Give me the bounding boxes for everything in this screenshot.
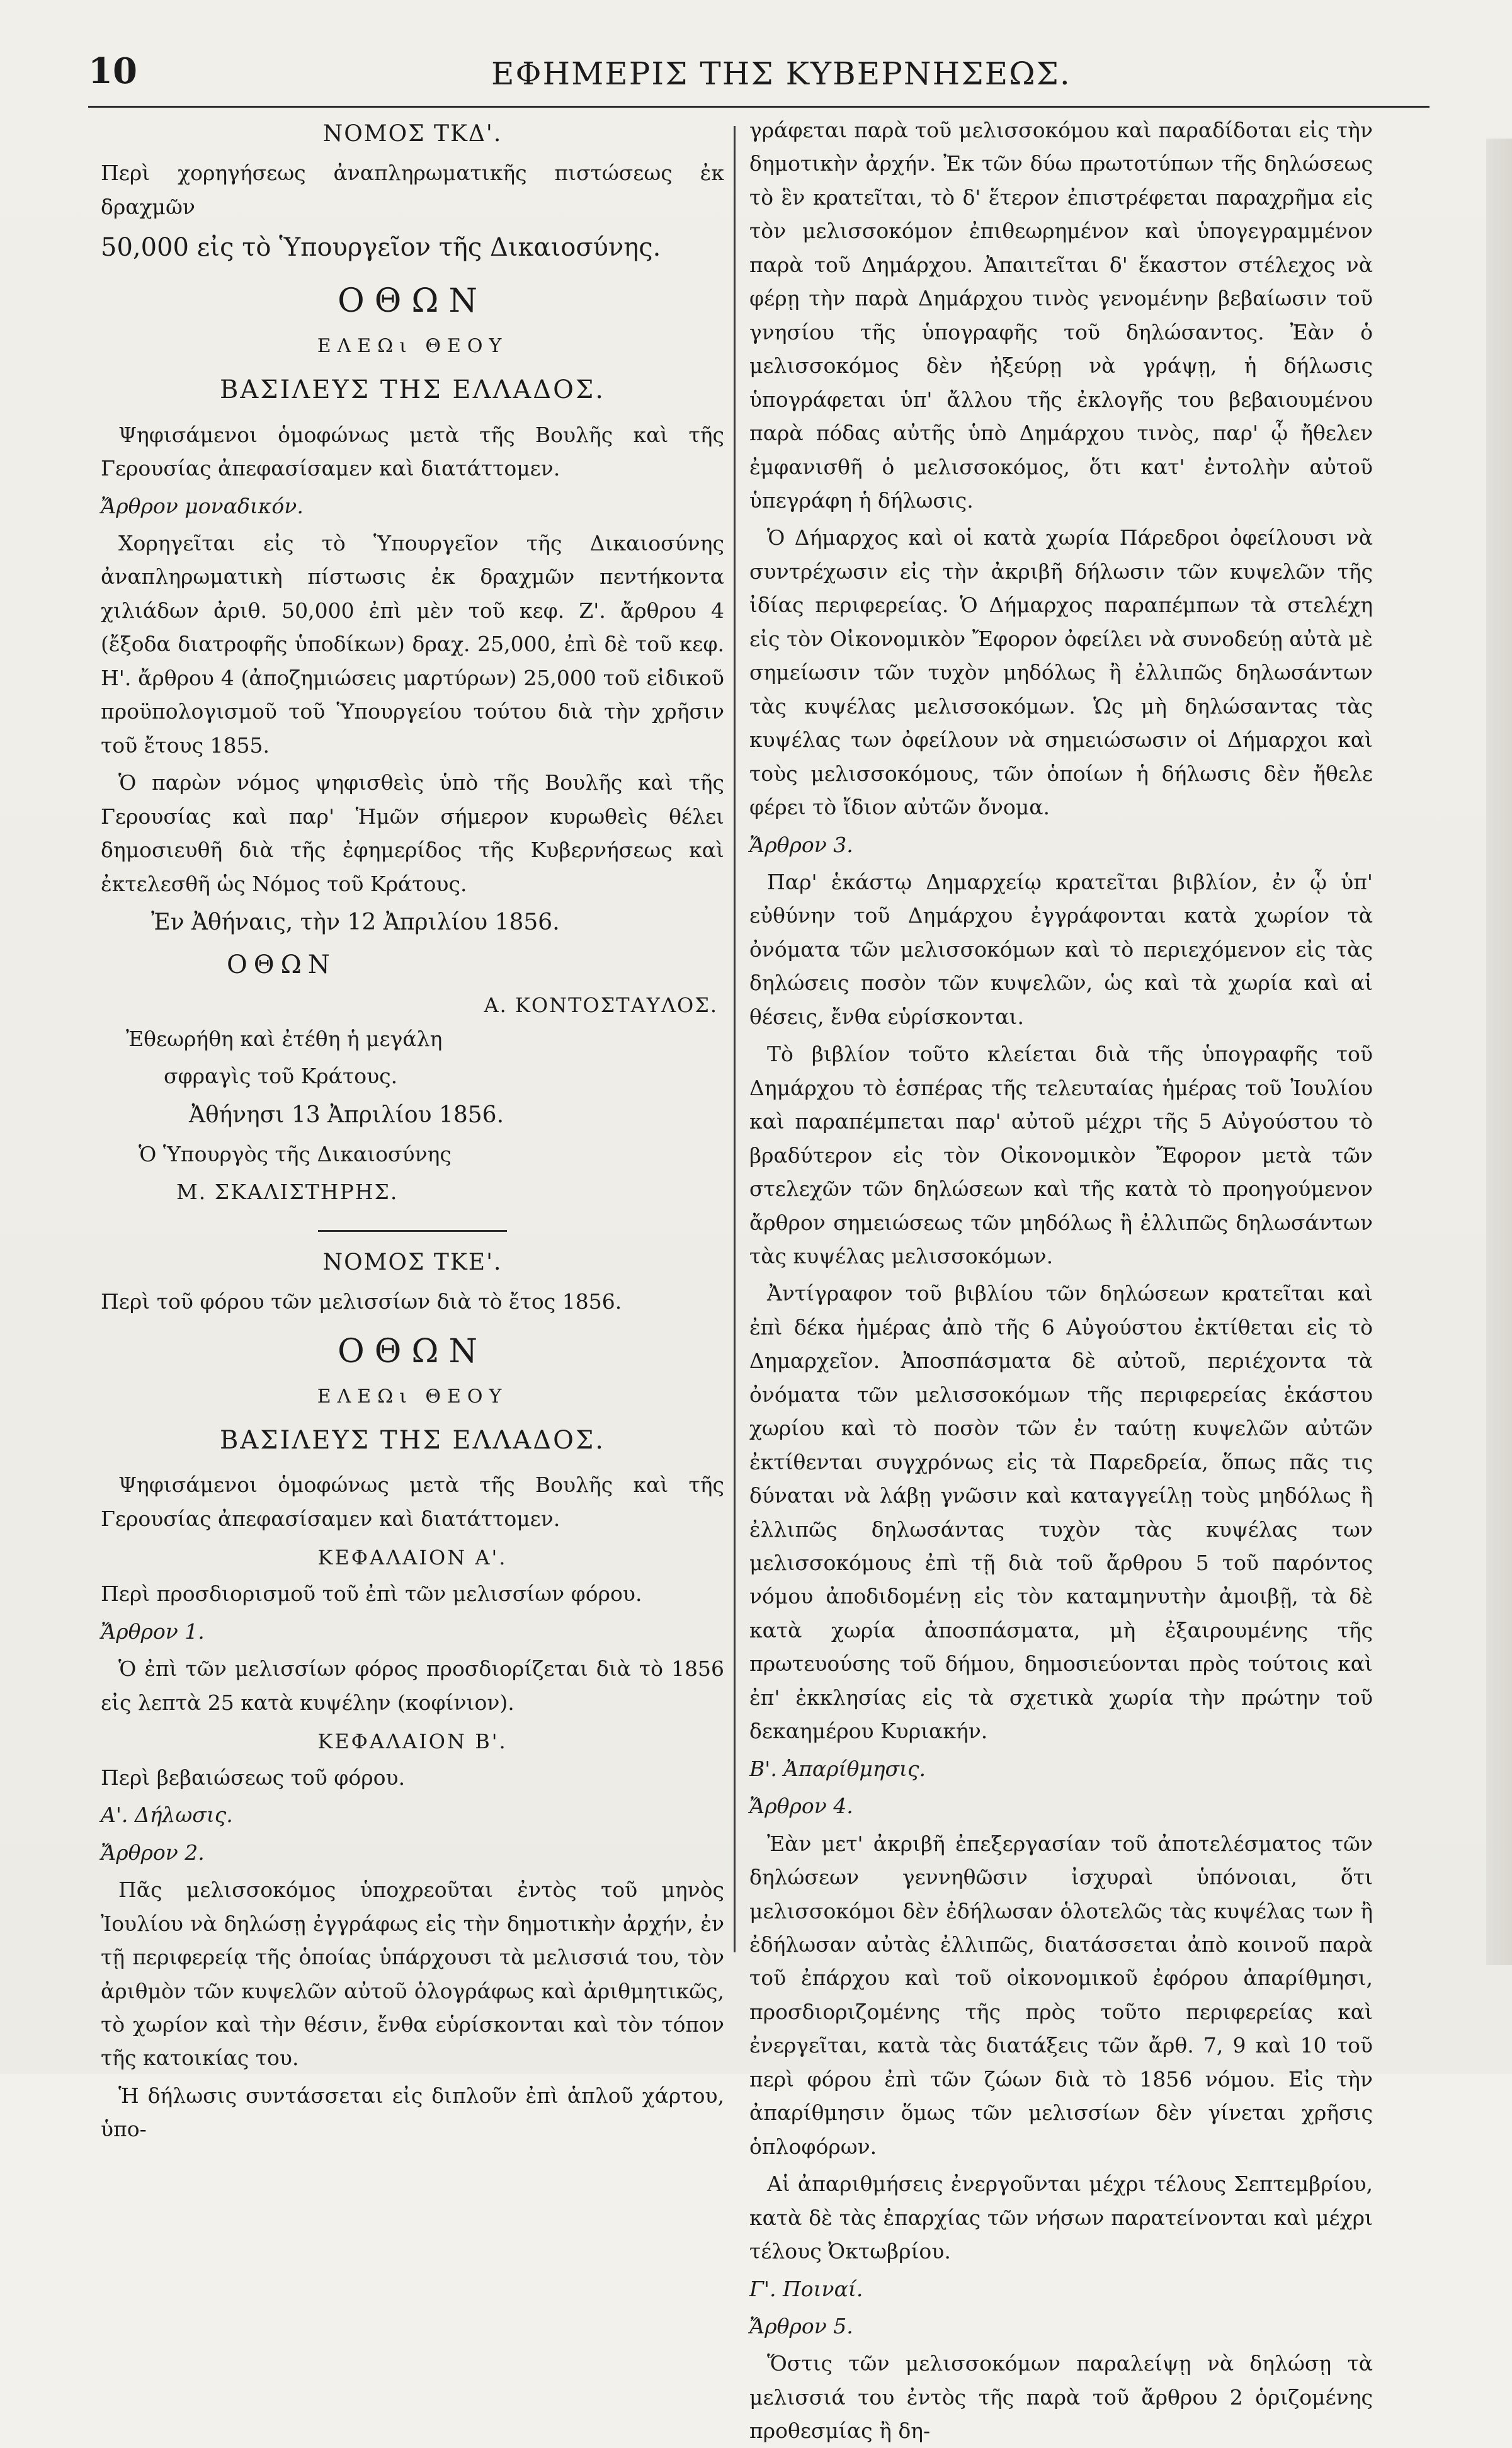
article-heading: Ἄρθρον 1. xyxy=(101,1619,205,1644)
chapter-heading: ΚΕΦΑΛΑΙΟΝ Β'. xyxy=(317,1729,508,1753)
article-heading: Ἄρθρον 5. xyxy=(749,2314,853,2338)
column-divider xyxy=(734,126,736,1952)
article-body: Παρ' ἑκάστῳ Δημαρχείῳ κρατεῖται βιβλίον, ἐν ᾧ ὑπ' εὐθύνην τοῦ Δημάρχου ἐγγράφονται κατὰ χωρίον τὰ ὀνόματα τῶν μελισσοκόμων καὶ τὸ περιεχόμενον εἰς τὰς δηλώσεις ποσὸν τῶν κυψελῶν, ὡς καὶ τὰ χωρία καὶ αἱ θέσεις, ἔνθα εὑρίσκονται. xyxy=(749,869,1373,1029)
page-header xyxy=(88,50,1423,107)
article-body: Τὸ βιβλίον τοῦτο κλείεται διὰ τῆς ὑπογραφῆς τοῦ Δημάρχου τὸ ἑσπέρας τῆς τελευταίας ἡμέρας τοῦ Ἰουλίου καὶ παραπέμπεται παρ' αὐτοῦ μέχρι τῆς 5 Αὐγούστου τὸ βραδύτερον εἰς τὸν Οἰκονομικὸν Ἔφορον μετὰ τῶν στελεχῶν τῶν δηλώσεων καὶ τῆς κατὰ τὸ προηγούμενον ἄρθρον σημειώσεως τῶν μηδόλως ἢ ἐλλιπῶς δηλωσάντων τὰς κυψέλας μελισσοκόμων. xyxy=(749,1042,1373,1268)
page-title: ΕΦΗΜΕΡΙΣ ΤΗΣ ΚΥΒΕΡΝΗΣΕΩΣ. xyxy=(491,55,1071,92)
law-title: ΝΟΜΟΣ ΤΚΕ'. xyxy=(322,1250,503,1276)
article-body: Ὁ παρὼν νόμος ψηφισθεὶς ὑπὸ τῆς Βουλῆς καὶ τῆς Γερουσίας καὶ παρ' Ἡμῶν σήμερον κυρωθεὶς θέλει δημοσιευθῆ διὰ τῆς ἐφημερίδος τῆς Κυβερνήσεως καὶ ἐκτελεσθῆ ὡς Νόμος τοῦ Κράτους. xyxy=(101,770,724,896)
preamble: Ψηφισάμενοι ὁμοφώνως μετὰ τῆς Βουλῆς καὶ τῆς Γερουσίας ἀπεφασίσαμεν καὶ διατάττομεν. xyxy=(101,1472,724,1531)
section-heading: Β'. Ἀπαρίθμησις. xyxy=(749,1756,926,1781)
article-body: Ἐὰν μετ' ἀκριβῆ ἐπεξεργασίαν τοῦ ἀποτελέσματος τῶν δηλώσεων γεννηθῶσιν ἰσχυραὶ ὑπόνοιαι, ὅτι μελισσοκόμοι δὲν ἐδήλωσαν ὁλοτελῶς τὰς κυψέλας των ἢ ἐδήλωσαν αὐτὰς ἐλλιπῶς, διατάσσεται ἀπὸ κοινοῦ παρὰ τοῦ ἐπάρχου καὶ τοῦ οἰκονομικοῦ ἐφόρου ἀπαρίθμησι, προσδιοριζομένης τῆς πρὸς τοῦτο περιφερείας καὶ ἐνεργεῖται, κατὰ τὰς διατάξεις τῶν ἄρθ. 7, 9 καὶ 10 τοῦ περὶ φόρου ἐπὶ τῶν ζώων διὰ τὸ 1856 νόμου. Εἰς τὴν ἀπαρίθμησιν ὅμως τῶν μελισσίων δὲν γίνεται χρῆσις ὁπλοφόρων. xyxy=(749,1831,1373,2159)
article-body: Ὁ ἐπὶ τῶν μελισσίων φόρος προσδιορίζεται διὰ τὸ 1856 εἰς λεπτὰ 25 κατὰ κυψέλην (κοφίνιον). xyxy=(101,1656,724,1715)
article-body: Ἀντίγραφον τοῦ βιβλίου τῶν δηλώσεων κρατεῖται καὶ ἐπὶ δέκα ἡμέρας ἀπὸ τῆς 6 Αὐγούστου ἐκτίθεται εἰς τὸ Δημαρχεῖον. Ἀποσπάσματα δὲ αὐτοῦ, περιέχοντα τὰ ὀνόματα τῶν μελισσοκόμων τῆς περιφερείας ἑκάστου χωρίου καὶ τὸ ποσὸν τῶν ἐν ταύτῃ κυψελῶν αὐτῶν ἐκτίθενται συγχρόνως εἰς τὰ Παρεδρεία, ὅπως πᾶς τις δύναται νὰ λάβῃ γνῶσιν καὶ καταγγείλῃ τοὺς μηδόλως ἢ ἐλλιπῶς δηλωσάντας τυχὸν τὰς κυψέλας των μελισσοκόμους ἐπὶ τῇ διὰ τοῦ ἄρθρου 5 τοῦ παρόντος νόμου ἀποδιδομένῃ εἰς τὸν καταμηνυτὴν ἀμοιβῇ, τὰ δὲ κατὰ χωρία ἀποσπάσματα, μὴ ἐξαιρουμένης τῆς πρωτευούσης τοῦ δήμου, δημοσιεύονται πρὸς τούτοις καὶ ἐπ' ἐκκλησίας εἰς τὰ σχετικὰ χωρία τὴν πρώτην τοῦ δεκαημέρου Κυριακήν. xyxy=(749,1281,1373,1744)
seal-note: Ἐθεωρήθη καὶ ἐτέθη ἡ μεγάλη xyxy=(126,1026,443,1051)
right-column xyxy=(749,113,1373,2444)
minister-role: Ὁ Ὑπουργὸς τῆς Δικαιοσύνης xyxy=(139,1142,452,1167)
article-heading: Ἄρθρον 2. xyxy=(101,1840,205,1865)
law-subject: Περὶ τοῦ φόρου τῶν μελισσίων διὰ τὸ ἔτος 1856. xyxy=(101,1289,622,1314)
king-name: ΟΘΩΝ xyxy=(338,282,487,321)
article-heading: Ἄρθρον 3. xyxy=(749,832,853,857)
header-rule xyxy=(88,106,1430,108)
article-body: Πᾶς μελισσοκόμος ὑποχρεοῦται ἐντὸς τοῦ μηνὸς Ἰουλίου νὰ δηλώσῃ ἐγγράφως εἰς τὴν δημοτικὴν ἀρχήν, ἐν τῇ περιφερείᾳ τῆς ὁποίας ὑπάρχουσι τὰ μελισσιά του, τὸν ἀριθμὸν τῶν κυψελῶν αὐτοῦ ὁλογράφως καὶ ἀριθμητικῶς, τὸ χωρίον καὶ τὴν θέσιν, ἔνθα εὑρίσκονται καὶ τὸν τόπον τῆς κατοικίας του. xyxy=(101,1877,724,2071)
chapter-subject: Περὶ βεβαιώσεως τοῦ φόρου. xyxy=(101,1765,406,1790)
page-number: 10 xyxy=(88,50,137,92)
seal-date: Ἀθήνησι 13 Ἀπριλίου 1856. xyxy=(189,1102,504,1128)
article-body: Ὁ Δήμαρχος καὶ οἱ κατὰ χωρία Πάρεδροι ὀφείλουσι νὰ συντρέχωσιν εἰς τὴν ἀκριβῆ δήλωσιν τῶν κυψελῶν τῆς ἰδίας περιφερείας. Ὁ Δήμαρχος παραπέμπων τὰ στελέχη εἰς τὸν Οἰκονομικὸν Ἔφορον ὀφείλει νὰ συνοδεύῃ αὐτὰ μὲ σημείωσιν τῶν τυχὸν μηδόλως ἢ ἐλλιπῶς δηλωσάντων τὰς κυψέλας μελισσοκόμων. Ὡς μὴ δηλώσαντας τὰς κυψέλας των ὀφείλουν νὰ σημειώσωσιν οἱ Δήμαρχοι καὶ τοὺς μελισσοκόμους, τῶν ὁποίων ἡ δήλωσις δὲν ἤθελε φέρει τὸ ἴδιον αὐτῶν ὄνομα. xyxy=(749,525,1373,820)
law-title: ΝΟΜΟΣ ΤΚΔ'. xyxy=(322,121,503,147)
preamble: Ψηφισάμενοι ὁμοφώνως μετὰ τῆς Βουλῆς καὶ τῆς Γερουσίας ἀπεφασίσαμεν καὶ διατάττομεν. xyxy=(101,422,724,481)
section-heading: Α'. Δήλωσις. xyxy=(101,1802,233,1828)
chapter-heading: ΚΕΦΑΛΑΙΟΝ Α'. xyxy=(317,1546,508,1570)
section-divider xyxy=(318,1230,507,1232)
king-name: ΟΘΩΝ xyxy=(338,1332,487,1370)
king-title: ΒΑΣΙΛΕΥΣ ΤΗΣ ΕΛΛΑΔΟΣ. xyxy=(220,1425,605,1455)
king-title: ΒΑΣΙΛΕΥΣ ΤΗΣ ΕΛΛΑΔΟΣ. xyxy=(220,375,605,404)
law-subject-amount: 50,000 εἰς τὸ Ὑπουργεῖον τῆς Δικαιοσύνης. xyxy=(101,233,661,263)
left-column xyxy=(101,113,724,2142)
article-body: Αἱ ἀπαριθμήσεις ἐνεργοῦνται μέχρι τέλους Σεπτεμβρίου, κατὰ δὲ τὰς ἐπαρχίας τῶν νήσων παρατείνονται καὶ μέχρι τέλους Ὀκτωβρίου. xyxy=(749,2172,1373,2264)
law-subject: Περὶ χορηγήσεως ἀναπληρωματικῆς πιστώσεως ἐκ δραχμῶν xyxy=(101,161,724,219)
section-heading: Γ'. Ποιναί. xyxy=(749,2276,863,2301)
chapter-subject: Περὶ προσδιορισμοῦ τοῦ ἐπὶ τῶν μελισσίων φόρου. xyxy=(101,1581,642,1607)
minister-name: Μ. ΣΚΑΛΙΣΤΗΡΗΣ. xyxy=(176,1179,399,1204)
king-signature: ΟΘΩΝ xyxy=(227,950,336,980)
grace-of-god: ΕΛΕΩι ΘΕΟΥ xyxy=(317,1386,508,1408)
article-body: Ἡ δήλωσις συντάσσεται εἰς διπλοῦν ἐπὶ ἁπλοῦ χάρτου, ὑπο- xyxy=(101,2083,724,2142)
article-heading: Ἄρθρον μοναδικόν. xyxy=(101,493,304,518)
article-body: γράφεται παρὰ τοῦ μελισσοκόμου καὶ παραδίδοται εἰς τὴν δημοτικὴν ἀρχήν. Ἐκ τῶν δύω πρωτοτύπων τῆς δηλώσεως τὸ ἓν κρατεῖται, τὸ δ' ἕτερον ἐπιστρέφεται παραχρῆμα εἰς τὸν μελισσοκόμον ἐπιθεωρημένον καὶ ὑπογεγραμμένον παρὰ τοῦ Δημάρχου. Ἀπαιτεῖται δ' ἕκαστον στέλεχος νὰ φέρῃ τὴν παρὰ Δημάρχου τινὸς γενομένην βεβαίωσιν τοῦ γνησίου τῆς ὑπογραφῆς τοῦ δηλώσαντος. Ἐὰν ὁ μελισσοκόμος δὲν ἠξεύρῃ νὰ γράψῃ, ἡ δήλωσις ὑπογράφεται ὑπ' ἄλλου τῆς ἐκλογῆς του βεβαιουμένου παρὰ πόδας αὐτῆς ὑπὸ Δημάρχου τινὸς, παρ' ᾧ ἤθελεν ἐμφανισθῆ ὁ μελισσοκόμος, ὅτι κατ' ἐντολὴν αὐτοῦ ὑπεγράφη ἡ δήλωσις. xyxy=(749,118,1373,513)
countersignature: Α. ΚΟΝΤΟΣΤΑΥΛΟΣ. xyxy=(484,993,718,1018)
article-heading: Ἄρθρον 4. xyxy=(749,1794,853,1819)
grace-of-god: ΕΛΕΩι ΘΕΟΥ xyxy=(317,335,508,358)
date-line: Ἐν Ἀθήναις, τὴν 12 Ἀπριλίου 1856. xyxy=(151,909,560,935)
adjacent-page-edge xyxy=(1486,139,1512,1965)
article-body: Χορηγεῖται εἰς τὸ Ὑπουργεῖον τῆς Δικαιοσύνης ἀναπληρωματικὴ πίστωσις ἐκ δραχμῶν πεντήκοντα χιλιάδων ἀριθ. 50,000 ἐπὶ μὲν τοῦ κεφ. Ζ'. ἄρθρου 4 (ἔξοδα διατροφῆς ὑποδίκων) δραχ. 25,000, ἐπὶ δὲ τοῦ κεφ. Η'. ἄρθρου 4 (ἀποζημιώσεις μαρτύρων) 25,000 τοῦ εἰδικοῦ προϋπολογισμοῦ τοῦ Ὑπουργείου τούτου διὰ τὴν χρῆσιν τοῦ ἔτους 1855. xyxy=(101,531,724,758)
article-body: Ὅστις τῶν μελισσοκόμων παραλείψῃ νὰ δηλώσῃ τὰ μελισσιά του ἐντὸς τῆς παρὰ τοῦ ἄρθρου 2 ὁριζομένης προθεσμίας ἢ δη- xyxy=(749,2351,1373,2444)
seal-note-2: σφραγὶς τοῦ Κράτους. xyxy=(164,1064,398,1089)
